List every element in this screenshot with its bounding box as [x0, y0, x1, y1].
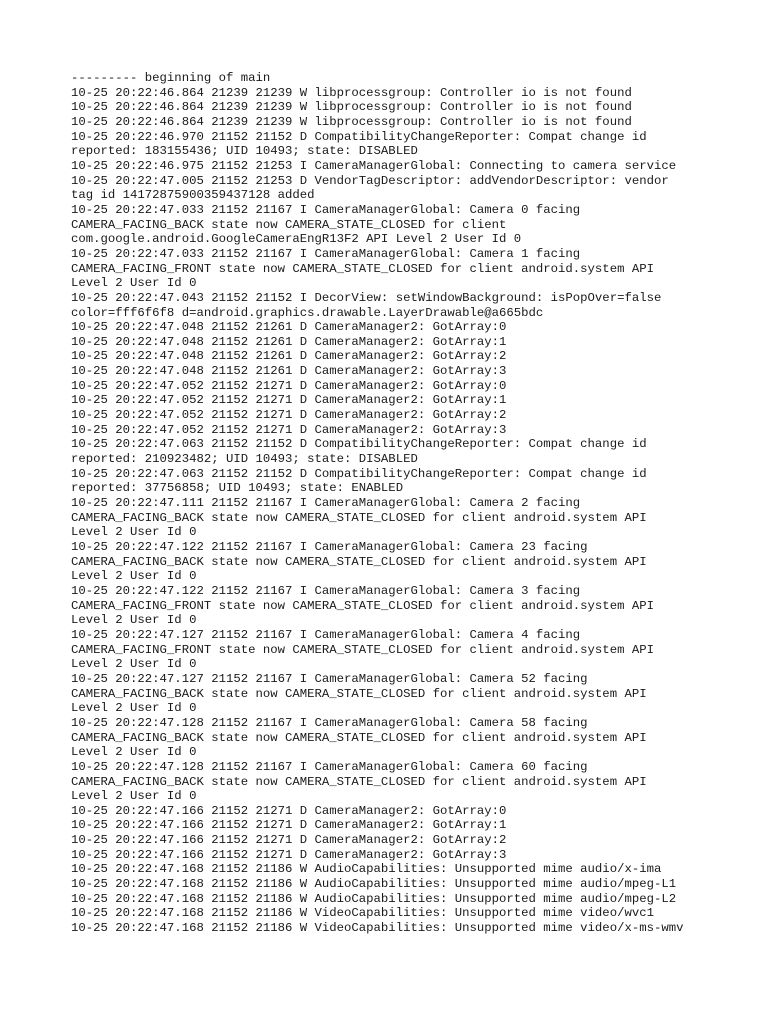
log-line: 10-25 20:22:47.048 21152 21261 D CameraManager2: GotArray:0 [71, 320, 507, 335]
log-line: 10-25 20:22:47.043 21152 21152 I DecorView: setWindowBackground: isPopOver=false [71, 290, 662, 305]
log-line: Level 2 User Id 0 [71, 613, 197, 628]
log-line: 10-25 20:22:47.166 21152 21271 D CameraManager2: GotArray:2 [71, 833, 507, 848]
log-line: 10-25 20:22:47.052 21152 21271 D CameraManager2: GotArray:3 [71, 422, 507, 437]
log-line: reported: 183155436; UID 10493; state: DISABLED [71, 144, 418, 159]
log-line: 10-25 20:22:47.127 21152 21167 I CameraManagerGlobal: Camera 4 facing [71, 627, 581, 642]
log-line: reported: 37756858; UID 10493; state: ENABLED [71, 481, 404, 496]
log-line: Level 2 User Id 0 [71, 745, 197, 760]
log-document [71, 71, 751, 936]
log-line: Level 2 User Id 0 [71, 701, 197, 716]
log-line: 10-25 20:22:46.864 21239 21239 W libprocessgroup: Controller io is not found [71, 85, 632, 100]
log-line: 10-25 20:22:47.166 21152 21271 D CameraManager2: GotArray:0 [71, 803, 507, 818]
log-line: 10-25 20:22:47.122 21152 21167 I CameraManagerGlobal: Camera 23 facing [71, 540, 588, 554]
log-line: 10-25 20:22:47.128 21152 21167 I CameraManagerGlobal: Camera 58 facing [71, 715, 588, 730]
log-line: tag id 14172875900359437128 added [71, 188, 315, 203]
log-line: 10-25 20:22:47.048 21152 21261 D CameraManager2: GotArray:3 [71, 364, 507, 379]
log-line: CAMERA_FACING_BACK state now CAMERA_STATE_CLOSED for client android.system API [71, 510, 647, 525]
log-line: 10-25 20:22:47.168 21152 21186 W VideoCapabilities: Unsupported mime video/wvc1 [71, 906, 654, 921]
log-line: Level 2 User Id 0 [71, 657, 197, 672]
log-line: CAMERA_FACING_FRONT state now CAMERA_STATE_CLOSED for client android.system API [71, 642, 654, 657]
log-line: Level 2 User Id 0 [71, 276, 197, 291]
log-line: Level 2 User Id 0 [71, 789, 197, 804]
log-line: 10-25 20:22:47.168 21152 21186 W VideoCapabilities: Unsupported mime video/x-ms-wmv [71, 921, 684, 936]
log-line: 10-25 20:22:47.166 21152 21271 D CameraManager2: GotArray:3 [71, 847, 507, 862]
log-line: 10-25 20:22:47.005 21152 21253 D VendorTagDescriptor: addVendorDescriptor: vendor [71, 173, 669, 188]
log-line: 10-25 20:22:47.052 21152 21271 D CameraManager2: GotArray:0 [71, 378, 507, 393]
log-line: Level 2 User Id 0 [71, 525, 197, 540]
log-line: 10-25 20:22:47.168 21152 21186 W AudioCapabilities: Unsupported mime audio/mpeg-L1 [71, 877, 677, 892]
log-line: CAMERA_FACING_BACK state now CAMERA_STATE_CLOSED for client android.system API [71, 730, 647, 745]
log-line: CAMERA_FACING_FRONT state now CAMERA_STATE_CLOSED for client android.system API [71, 261, 654, 276]
log-line: CAMERA_FACING_BACK state now CAMERA_STATE_CLOSED for client [71, 217, 507, 232]
log-line: 10-25 20:22:47.128 21152 21167 I CameraManagerGlobal: Camera 60 facing [71, 759, 588, 774]
log-line: 10-25 20:22:47.168 21152 21186 W AudioCapabilities: Unsupported mime audio/mpeg-L2 [71, 891, 677, 906]
log-line: 10-25 20:22:47.127 21152 21167 I CameraManagerGlobal: Camera 52 facing [71, 671, 588, 686]
log-line: 10-25 20:22:47.111 21152 21167 I CameraManagerGlobal: Camera 2 facing [71, 496, 581, 511]
log-line: CAMERA_FACING_BACK state now CAMERA_STATE_CLOSED for client android.system API [71, 554, 647, 569]
log-line: com.google.android.GoogleCameraEngR13F2 API Level 2 User Id 0 [71, 232, 522, 247]
log-line: 10-25 20:22:47.122 21152 21167 I CameraManagerGlobal: Camera 3 facing [71, 583, 581, 598]
log-line: 10-25 20:22:47.166 21152 21271 D CameraManager2: GotArray:1 [71, 818, 507, 833]
log-line: 10-25 20:22:47.048 21152 21261 D CameraManager2: GotArray:1 [71, 334, 507, 349]
log-line: 10-25 20:22:47.052 21152 21271 D CameraManager2: GotArray:2 [71, 408, 507, 423]
log-line: 10-25 20:22:46.975 21152 21253 I CameraManagerGlobal: Connecting to camera service [71, 158, 677, 173]
log-line: --------- beginning of main [71, 71, 271, 85]
log-line: CAMERA_FACING_BACK state now CAMERA_STATE_CLOSED for client android.system API [71, 686, 647, 701]
log-line: 10-25 20:22:47.033 21152 21167 I CameraManagerGlobal: Camera 1 facing [71, 246, 581, 261]
log-line: 10-25 20:22:47.033 21152 21167 I CameraManagerGlobal: Camera 0 facing [71, 202, 581, 217]
log-line: CAMERA_FACING_BACK state now CAMERA_STATE_CLOSED for client android.system API [71, 774, 647, 789]
log-line: 10-25 20:22:46.970 21152 21152 D CompatibilityChangeReporter: Compat change id [71, 129, 647, 144]
log-line: 10-25 20:22:47.168 21152 21186 W AudioCapabilities: Unsupported mime audio/x-ima [71, 862, 662, 877]
log-line: reported: 210923482; UID 10493; state: DISABLED [71, 452, 418, 467]
log-line: CAMERA_FACING_FRONT state now CAMERA_STATE_CLOSED for client android.system API [71, 598, 654, 613]
log-line: color=fff6f6f8 d=android.graphics.drawable.LayerDrawable@a665bdc [71, 305, 544, 320]
log-line: 10-25 20:22:47.063 21152 21152 D CompatibilityChangeReporter: Compat change id [71, 466, 647, 481]
log-line: 10-25 20:22:46.864 21239 21239 W libprocessgroup: Controller io is not found [71, 100, 632, 115]
log-line: 10-25 20:22:46.864 21239 21239 W libprocessgroup: Controller io is not found [71, 114, 632, 129]
log-line: Level 2 User Id 0 [71, 569, 197, 584]
log-line: 10-25 20:22:47.048 21152 21261 D CameraManager2: GotArray:2 [71, 349, 507, 364]
log-line: 10-25 20:22:47.063 21152 21152 D CompatibilityChangeReporter: Compat change id [71, 437, 647, 452]
log-line: 10-25 20:22:47.052 21152 21271 D CameraManager2: GotArray:1 [71, 393, 507, 408]
